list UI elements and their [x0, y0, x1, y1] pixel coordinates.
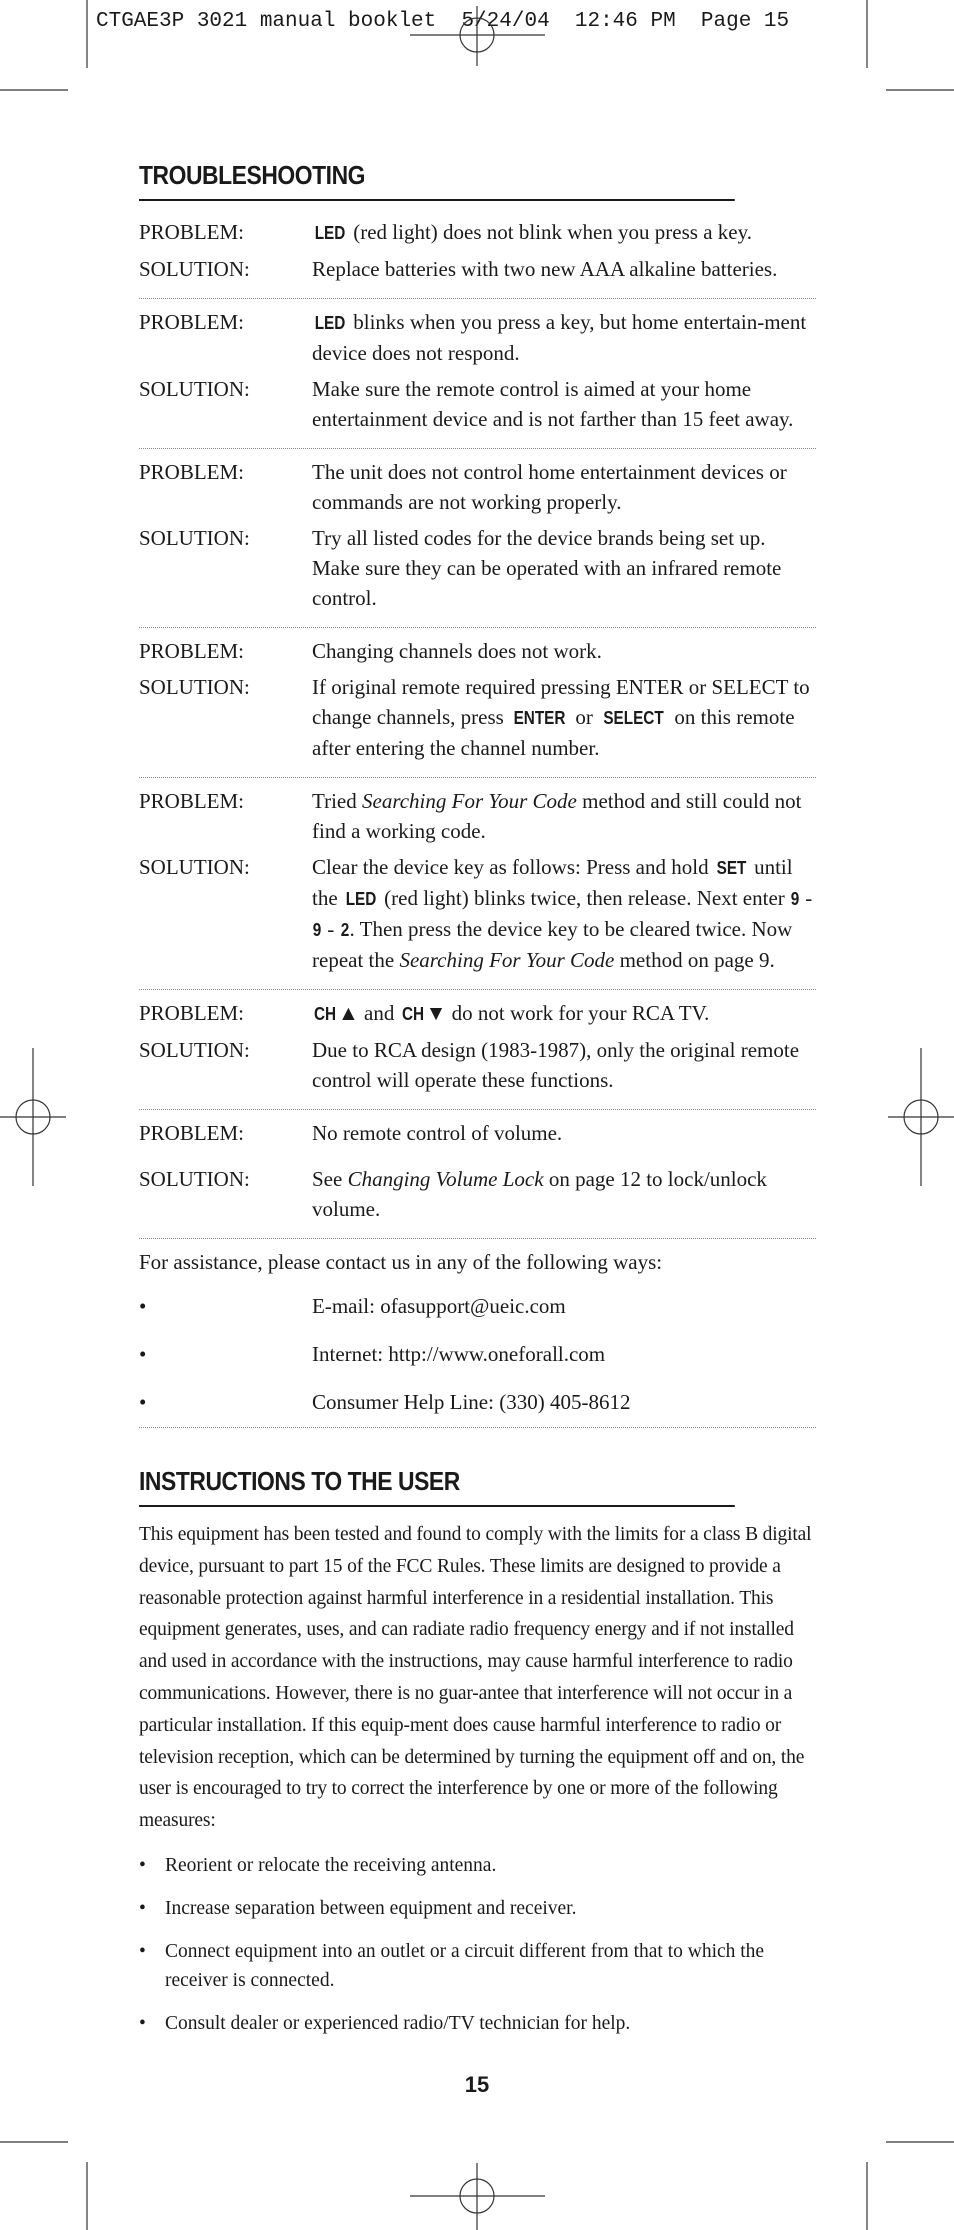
dash: -	[800, 886, 813, 910]
solution-row	[139, 254, 816, 284]
solution-label: SOLUTION:	[139, 1167, 250, 1191]
contact-email-row	[139, 1291, 816, 1321]
troubleshooting-item	[139, 628, 816, 778]
contact-email: E-mail: ofasupport@ueic.com	[312, 1294, 566, 1318]
measure-text: Increase separation between equipment and receiver.	[165, 1897, 577, 1919]
fcc-paragraph: This equipment has been tested and found to comply with the limits for a class B digital device, pursuant to part 15 of the FCC Rules. These limits are designed to provide a reasonable protection against harmful interference in a residential installation. This equipment generates, uses, and can radiate radio frequency energy and if not installed and used in accordance with the instructions, may cause harmful interference to radio communications. However, there is no guar-antee that interference will not occur in a particular installation. If this equip-ment does cause harmful interference to radio or television reception, which can be determined by turning the equipment off and on, the user is encouraged to try to correct the interference by one or more of the following measures:	[139, 1524, 812, 1832]
triangle-down-icon: ▼	[425, 1001, 447, 1025]
problem-text-rest: (red light) does not blink when you press a key.	[348, 220, 752, 244]
problem-row	[139, 217, 816, 248]
ch-key-label: CH	[401, 1004, 424, 1024]
solution-text: Due to RCA design (1983-1987), only the original remote control will operate these functions.	[312, 1038, 800, 1092]
led-key-label: LED	[345, 889, 377, 909]
solution-text-part: until the	[312, 855, 793, 910]
solution-row	[139, 672, 816, 763]
solution-text-part: or	[570, 705, 599, 729]
solution-label: SOLUTION:	[139, 855, 250, 879]
led-key-label: LED	[314, 223, 346, 243]
measure-text: Connect equipment into an outlet or a circuit different from that to which the receiver is connected.	[165, 1940, 765, 1991]
measure-item	[139, 2009, 816, 2038]
problem-text-part: Tried	[312, 789, 362, 813]
problem-text-part: and	[358, 1001, 400, 1025]
problem-row	[139, 457, 816, 517]
solution-row	[139, 1164, 816, 1224]
enter-key-label: ENTER	[513, 708, 566, 728]
solution-row	[139, 1035, 816, 1095]
print-slug-line: CTGAE3P 3021 manual booklet 5/24/04 12:46 PM Page 15	[96, 10, 790, 33]
problem-text	[312, 217, 816, 248]
troubleshooting-heading: TROUBLESHOOTING	[139, 160, 735, 201]
problem-label: PROBLEM:	[139, 310, 245, 334]
problem-row	[139, 998, 816, 1029]
bullet: •	[139, 1390, 147, 1414]
problem-label: PROBLEM:	[139, 460, 245, 484]
triangle-up-icon: ▲	[338, 1001, 359, 1025]
bullet: •	[139, 1342, 147, 1366]
problem-label: PROBLEM:	[139, 639, 245, 663]
bullet: •	[139, 2012, 146, 2034]
problem-row	[139, 636, 816, 666]
solution-label: SOLUTION:	[139, 526, 250, 550]
problem-text: No remote control of volume.	[312, 1121, 563, 1145]
problem-text-part: do not work for your RCA TV.	[446, 1001, 710, 1025]
instructions-section	[139, 1466, 816, 2038]
solution-label: SOLUTION:	[139, 377, 250, 401]
troubleshooting-table	[139, 209, 816, 1428]
assistance-intro: For assistance, please contact us in any of the following ways:	[139, 1250, 663, 1274]
solution-row	[139, 523, 816, 613]
troubleshooting-item	[139, 778, 816, 990]
problem-text-part: method and still could not find a working code.	[312, 789, 802, 843]
problem-label: PROBLEM:	[139, 789, 245, 813]
page-number: 15	[464, 2072, 490, 2097]
solution-label: SOLUTION:	[139, 1038, 250, 1062]
solution-text-part: on this remote after entering the channel number.	[312, 705, 795, 760]
solution-text-part: . Then press the device key to be cleared twice. Now repeat the	[312, 917, 793, 972]
page-content	[139, 160, 816, 2052]
solution-text-part: on page 12 to lock/unlock volume.	[312, 1167, 767, 1221]
contact-internet: Internet: http://www.oneforall.com	[312, 1342, 606, 1366]
measure-item	[139, 1894, 816, 1923]
ch-key-label: CH	[313, 1004, 337, 1024]
measure-text: Consult dealer or experienced radio/TV technician for help.	[165, 2012, 631, 2034]
measure-item	[139, 1937, 816, 1995]
contact-internet-row	[139, 1339, 816, 1369]
solution-text	[312, 852, 816, 975]
digit-key-label: 9	[312, 920, 322, 940]
bullet: •	[139, 1854, 146, 1876]
problem-row	[139, 786, 816, 846]
contact-phone-row	[139, 1387, 816, 1417]
select-key-label: SELECT	[603, 708, 664, 728]
measure-text: Reorient or relocate the receiving antenna.	[165, 1854, 497, 1876]
problem-row	[139, 1118, 816, 1148]
set-key-label: SET	[716, 858, 747, 878]
solution-row	[139, 374, 816, 434]
digit-key-label: 2	[340, 920, 349, 940]
solution-text	[312, 672, 816, 763]
solution-emphasis: Changing Volume Lock	[347, 1167, 544, 1191]
solution-text: Replace batteries with two new AAA alkaline batteries.	[312, 257, 778, 281]
solution-text-part: Clear the device key as follows: Press and hold	[312, 855, 714, 879]
solution-text: Try all listed codes for the device brands being set up. Make sure they can be operated with an infrared remote control.	[312, 526, 782, 610]
problem-label: PROBLEM:	[139, 220, 245, 244]
problem-label: PROBLEM:	[139, 1001, 245, 1025]
problem-text: Changing channels does not work.	[312, 639, 602, 663]
problem-text	[312, 307, 816, 368]
troubleshooting-item	[139, 1110, 816, 1239]
troubleshooting-item	[139, 299, 816, 449]
bullet: •	[139, 1294, 147, 1318]
solution-label: SOLUTION:	[139, 675, 250, 699]
problem-text	[312, 786, 816, 846]
instructions-heading: INSTRUCTIONS TO THE USER	[139, 1466, 735, 1507]
solution-text-part: (red light) blinks twice, then release. Next enter	[378, 886, 791, 910]
bullet: •	[139, 1940, 146, 1962]
solution-row	[139, 852, 816, 975]
solution-text-part: If original remote required pressing ENTER or SELECT to change channels, press	[312, 675, 810, 729]
solution-label: SOLUTION:	[139, 257, 250, 281]
troubleshooting-item	[139, 990, 816, 1110]
solution-text-part: See	[312, 1167, 348, 1191]
dash: -	[322, 917, 340, 941]
problem-row	[139, 307, 816, 368]
troubleshooting-item	[139, 449, 816, 628]
solution-text-part: method on page 9.	[614, 948, 775, 972]
solution-text	[312, 1164, 816, 1224]
bullet: •	[139, 1897, 146, 1919]
problem-emphasis: Searching For Your Code	[362, 789, 577, 813]
led-key-label: LED	[314, 313, 346, 333]
digit-key-label: 9	[790, 889, 800, 909]
solution-emphasis: Searching For Your Code	[399, 948, 615, 972]
contact-phone: Consumer Help Line: (330) 405-8612	[312, 1390, 631, 1414]
problem-text: The unit does not control home entertainment devices or commands are not working properly.	[312, 460, 787, 514]
problem-label: PROBLEM:	[139, 1121, 245, 1145]
solution-text: Make sure the remote control is aimed at your home entertainment device and is not farther than 15 feet away.	[312, 377, 794, 431]
divider	[139, 1427, 816, 1428]
problem-text	[312, 998, 816, 1029]
measure-item	[139, 1851, 816, 1880]
problem-text-rest: blinks when you press a key, but home entertain-ment device does not respond.	[312, 310, 807, 365]
troubleshooting-item	[139, 209, 816, 299]
